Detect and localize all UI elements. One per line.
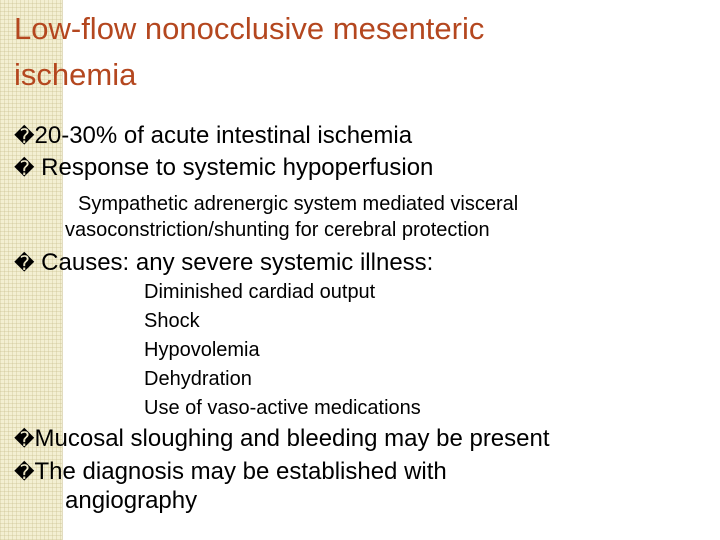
cause-item: Hypovolemia (144, 339, 260, 361)
bullet-glyph-icon: � (14, 253, 35, 275)
bullet-glyph-icon: � (14, 429, 35, 451)
bullet-item-3 (14, 249, 433, 277)
bullet-text: 20-30% of acute intestinal ischemia (34, 122, 413, 149)
bullet-text: Response to systemic hypoperfusion (34, 154, 434, 181)
bullet-text: Mucosal sloughing and bleeding may be present (34, 425, 550, 452)
sub-item-line-1: Sympathetic adrenergic system mediated visceral (78, 193, 519, 215)
bullet-text-continuation: angiography (65, 487, 198, 514)
bullet-item-1 (14, 122, 412, 150)
bullet-glyph-icon: � (14, 462, 35, 484)
bullet-item-5 (14, 458, 447, 486)
cause-item: Dehydration (144, 368, 252, 390)
cause-item: Diminished cardiad output (144, 281, 376, 303)
slide-title: Low-flow nonocclusive mesenteric ischemia (14, 11, 485, 92)
bullet-glyph-icon: � (14, 126, 35, 148)
bullet-text: Causes: any severe systemic illness: (34, 249, 434, 276)
bullet-item-4 (14, 425, 550, 453)
bullet-text: The diagnosis may be established with (34, 458, 447, 485)
cause-item: Shock (144, 310, 200, 332)
sub-item-line-2: vasoconstriction/shunting for cerebral protection (65, 219, 490, 241)
bullet-glyph-icon: � (14, 158, 35, 180)
bullet-item-2 (14, 154, 433, 182)
cause-item: Use of vaso-active medications (144, 397, 421, 419)
